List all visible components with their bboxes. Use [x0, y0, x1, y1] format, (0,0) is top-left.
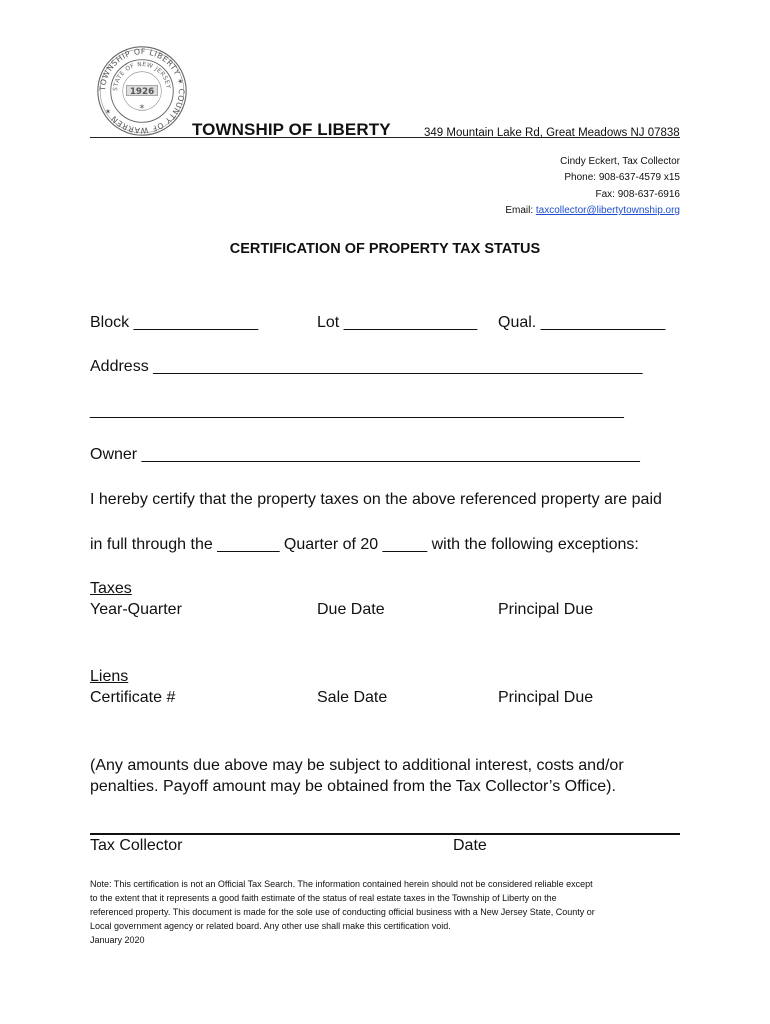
liens-heading: Liens — [90, 668, 129, 685]
header-divider — [90, 137, 680, 138]
taxes-col-due-date: Due Date — [317, 601, 385, 618]
email-line — [505, 205, 680, 216]
form-title: CERTIFICATION OF PROPERTY TAX STATUS — [229, 241, 541, 257]
tax-collector-name: Cindy Eckert, Tax Collector — [560, 156, 680, 167]
certify-text-line1: I hereby certify that the property taxes on the above referenced property are paid — [90, 491, 662, 508]
email-link[interactable]: taxcollector@libertytownship.org — [535, 205, 680, 216]
footnote-line4: Local government agency or related board. Any other use shall make this certification void. — [90, 921, 451, 931]
seal-outer-text: TOWNSHIP OF LIBERTY ✶ COUNTY OF WARREN ✶ — [98, 47, 186, 135]
liens-col-certificate: Certificate # — [90, 689, 176, 706]
lot-field[interactable]: Lot _______________ — [317, 314, 478, 331]
phone-number: Phone: 908-637-4579 x15 — [564, 172, 680, 183]
township-address: 349 Mountain Lake Rd, Great Meadows NJ 07838 — [424, 127, 680, 139]
footnote-line3: referenced property. This document is made for the sole use of conducting official business with a New Jersey State, County or — [90, 907, 595, 917]
township-name: TOWNSHIP OF LIBERTY — [192, 120, 391, 139]
seal-inner-text: STATE OF NEW JERSEY — [112, 61, 172, 92]
email-label: Email: — [505, 205, 536, 216]
owner-field[interactable]: Owner ________________________________________________________ — [90, 446, 640, 463]
taxes-col-year-quarter: Year-Quarter — [90, 601, 182, 618]
taxes-col-principal-due: Principal Due — [498, 601, 594, 618]
block-field[interactable]: Block ______________ — [90, 314, 259, 331]
address-field[interactable]: Address _______________________________________________________ — [90, 358, 643, 375]
liens-col-sale-date: Sale Date — [317, 689, 388, 706]
footnote-date: January 2020 — [90, 935, 145, 945]
liens-col-principal-due: Principal Due — [498, 689, 594, 706]
disclaimer-line1: (Any amounts due above may be subject to additional interest, costs and/or — [90, 757, 624, 774]
footnote-line1: Note: This certification is not an Official Tax Search. The information contained herein should not be considered reliable except — [90, 879, 593, 889]
tax-collector-signature-label: Tax Collector — [90, 837, 183, 854]
address-field-line2[interactable]: ____________________________________________________________ — [90, 402, 624, 419]
signature-date-label: Date — [453, 837, 487, 854]
township-seal-icon — [96, 45, 188, 137]
disclaimer-line2: penalties. Payoff amount may be obtained from the Tax Collector’s Office). — [90, 778, 616, 795]
qual-field[interactable]: Qual. ______________ — [498, 314, 666, 331]
fax-number: Fax: 908-637-6916 — [595, 189, 680, 200]
signature-line — [90, 833, 680, 835]
svg-text:✶: ✶ — [138, 101, 146, 112]
footnote-line2: to the extent that it represents a good faith estimate of the status of real estate taxes in the Township of Liberty on the — [90, 893, 557, 903]
footnote — [90, 877, 690, 947]
certify-text-line2: in full through the _______ Quarter of 20 _____ with the following exceptions: — [90, 536, 639, 553]
seal-year: 1926 — [129, 86, 155, 97]
taxes-heading: Taxes — [90, 580, 132, 597]
